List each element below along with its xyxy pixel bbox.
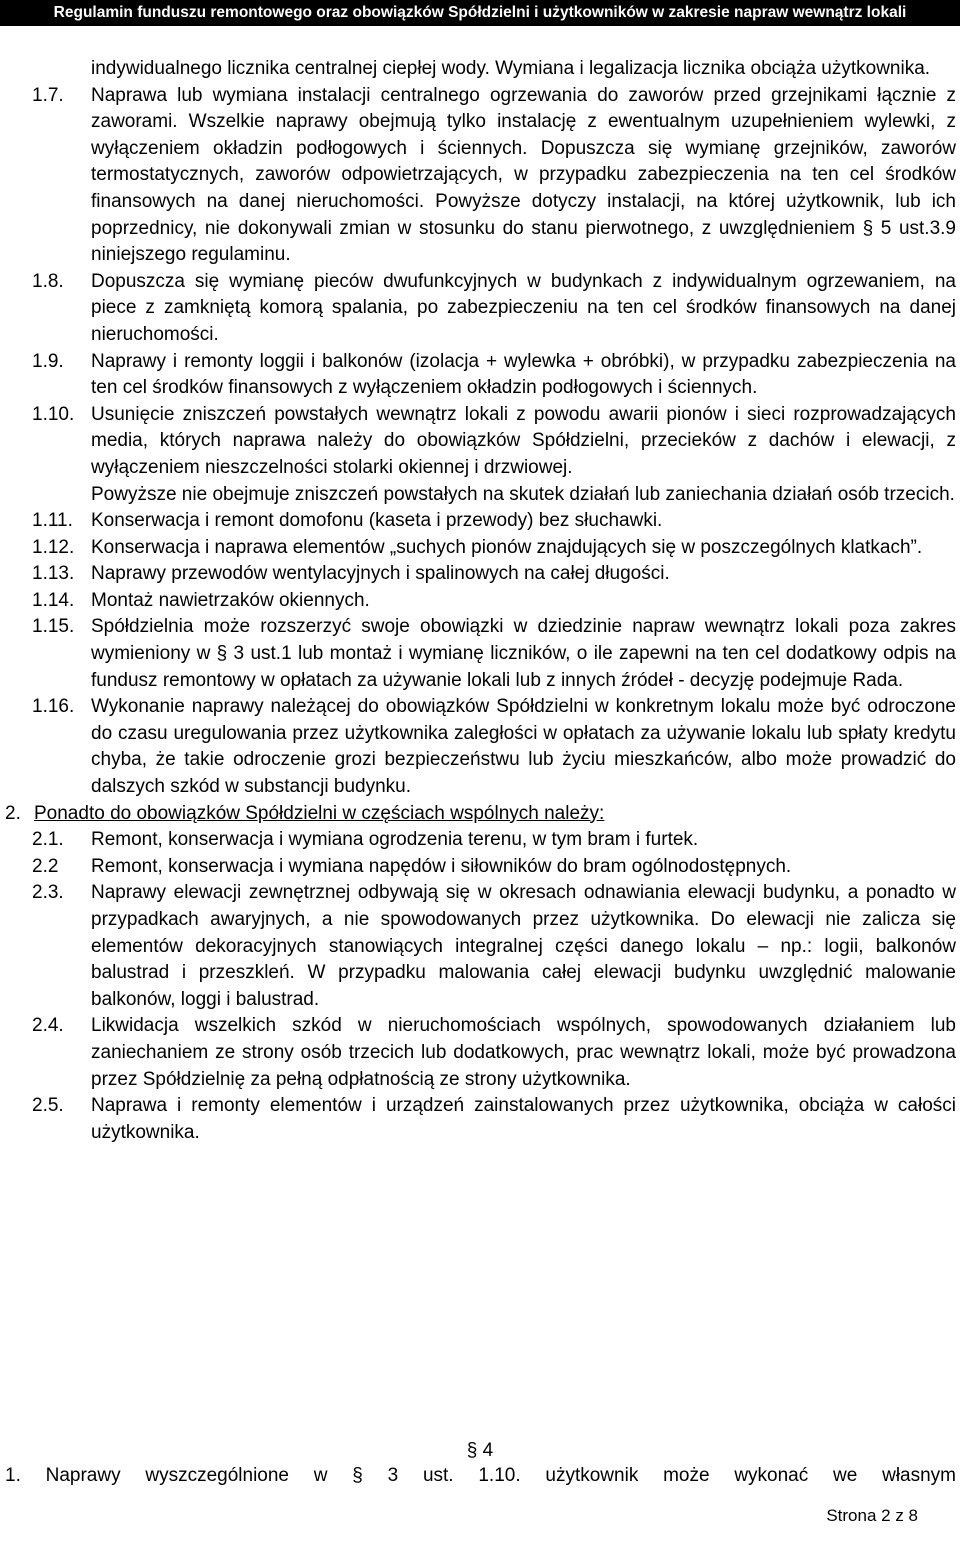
list-item [0,614,960,694]
item-number: 1.10. [32,403,75,425]
item-text: Usunięcie zniszczeń powstałych wewnątrz lokali z powodu awarii pionów i sieci rozprowadzających media, których naprawa należy do obowiązków Spółdzielni, przecieków z dachów i elewacji, z wyłączeniem nieszczelności stolarki okiennej i drzwiowej. [91,403,956,478]
list-item [0,854,960,881]
item-number: 1.9. [32,350,64,372]
final-line: 1. Naprawy wyszczególnione w § 3 ust. 1.10. użytkownik może wykonać we własnym [5,1465,956,1486]
section-2-title: Ponadto do obowiązków Spółdzielni w częściach wspólnych należy: [34,802,605,824]
item-number: 2.5. [32,1095,64,1117]
item-text: Konserwacja i naprawa elementów „suchych pionów znajdujących się w poszczególnych klatkach”. [91,536,923,558]
section-2-number: 2. [5,802,21,824]
item-text: Spółdzielnia może rozszerzyć swoje obowiązki w dziedzinie napraw wewnątrz lokali poza zakres wymieniony w § 3 ust.1 lub montaż i wymianę liczników, o ile zapewni na ten cel dodatkowy odpis na fundusz remontowy w opłatach za używanie lokali lub z innych źródeł - decyzję podejmuje Rada. [91,616,956,691]
item-extra-text: Powyższe nie obejmuje zniszczeń powstałych na skutek działań lub zaniechania działań osób trzecich. [91,483,955,505]
item-text: Naprawa i remonty elementów i urządzeń zainstalowanych przez użytkownika, obciąża w całości użytkownika. [91,1095,956,1143]
item-text: Naprawa lub wymiana instalacji centralnego ogrzewania do zaworów przed grzejnikami łącznie z zaworami. Wszelkie naprawy obejmują tylko instalację z ewentualnym uzupełnieniem wylewki, z wyłączeniem okładzin podłogowych i ściennych. Dopuszcza się wymianę grzejników, zaworów termostatycznych, zaworów odpowietrzających, w przypadku zabezpieczenia na ten cel środków finansowych na danej nieruchomości. Powyższe dotyczy instalacji, na której użytkownik, lub ich poprzednicy, nie dokonywali zmian w stosunku do stanu pierwotnego, z uwzględnieniem § 5 ust.3.9 niniejszego regulaminu. [91,84,956,266]
item-text: Naprawy przewodów wentylacyjnych i spalinowych na całej długości. [91,563,670,585]
item-number: 1.16. [32,696,75,718]
list-item [0,827,960,854]
item-number: 1.14. [32,589,75,611]
list-item [0,402,960,508]
item-text: Dopuszcza się wymianę pieców dwufunkcyjnych w budynkach z indywidualnym ogrzewaniem, na piece z zamkniętą komorą spalania, po zabezpieczeniu na ten cel środków finansowych na danej nieruchomości. [91,270,956,345]
paragraph-symbol-heading: § 4 [466,1440,494,1461]
list-item [0,83,960,269]
section-2-items [0,827,960,1146]
list-item [0,1093,960,1146]
item-number: 1.7. [32,84,64,106]
list-item [0,349,960,402]
item-number: 2.2 [32,855,59,877]
item-number: 1.13. [32,563,75,585]
item-number: 1.12. [32,536,75,558]
section-2-heading [0,801,960,828]
section-1-items [0,83,960,801]
list-item [0,561,960,588]
item-number: 2.1. [32,829,64,851]
continuation-paragraph: indywidualnego licznika centralnej ciepłej wody. Wymiana i legalizacja licznika obciąża użytkownika. [91,58,931,79]
item-text: Naprawy elewacji zewnętrznej odbywają się w okresach odnawiania elewacji budynku, a ponadto w przypadkach awaryjnych, a nie spowodowanych przez użytkownika. Do elewacji nie zalicza się elementów dekoracyjnych stanowiących integralnej części danego lokalu – np.: logii, balkonów balustrad i przeszkleń. W przypadku malowania całej elewacji budynku uwzględnić malowanie balkonów, loggi i balustrad. [91,882,956,1010]
list-item [0,508,960,535]
item-text: Remont, konserwacja i wymiana ogrodzenia terenu, w tym bram i furtek. [91,829,699,851]
item-text: Montaż nawietrzaków okiennych. [91,589,370,611]
list-item [0,1013,960,1093]
document-header: Regulamin funduszu remontowego oraz obowiązków Spółdzielni i użytkowników w zakresie napraw wewnątrz lokali [0,0,960,26]
list-item [0,535,960,562]
item-number: 1.11. [32,510,73,532]
item-text: Likwidacja wszelkich szkód w nieruchomościach wspólnych, spowodowanych działaniem lub zaniechaniem ze strony osób trzecich lub dodatkowych, prac wewnątrz lokali, może być prowadzona przez Spółdzielnię za pełną odpłatnością ze strony użytkownika. [91,1015,956,1090]
item-number: 1.15. [32,616,75,638]
document-body [0,56,960,1146]
list-item [0,880,960,1013]
item-number: 1.8. [32,270,64,292]
list-item [0,588,960,615]
page-number: Strona 2 z 8 [826,1506,918,1525]
item-number: 2.4. [32,1015,64,1037]
item-text: Konserwacja i remont domofonu (kaseta i przewody) bez słuchawki. [91,510,663,532]
list-item [0,694,960,800]
item-number: 2.3. [32,882,64,904]
list-item [0,269,960,349]
item-text: Wykonanie naprawy należącej do obowiązków Spółdzielni w konkretnym lokalu może być odroczone do czasu uregulowania przez użytkownika zaległości w opłatach za używanie lokalu lub spłaty kredytu chyba, że takie odroczenie grozi bezpieczeństwu lub życiu mieszkańców, albo może prowadzić do dalszych szkód w substancji budynku. [91,696,956,798]
item-text: Naprawy i remonty loggii i balkonów (izolacja + wylewka + obróbki), w przypadku zabezpieczenia na ten cel środków finansowych z wyłączeniem okładzin podłogowych i ściennych. [91,350,956,399]
item-text: Remont, konserwacja i wymiana napędów i siłowników do bram ogólnodostępnych. [91,855,792,877]
